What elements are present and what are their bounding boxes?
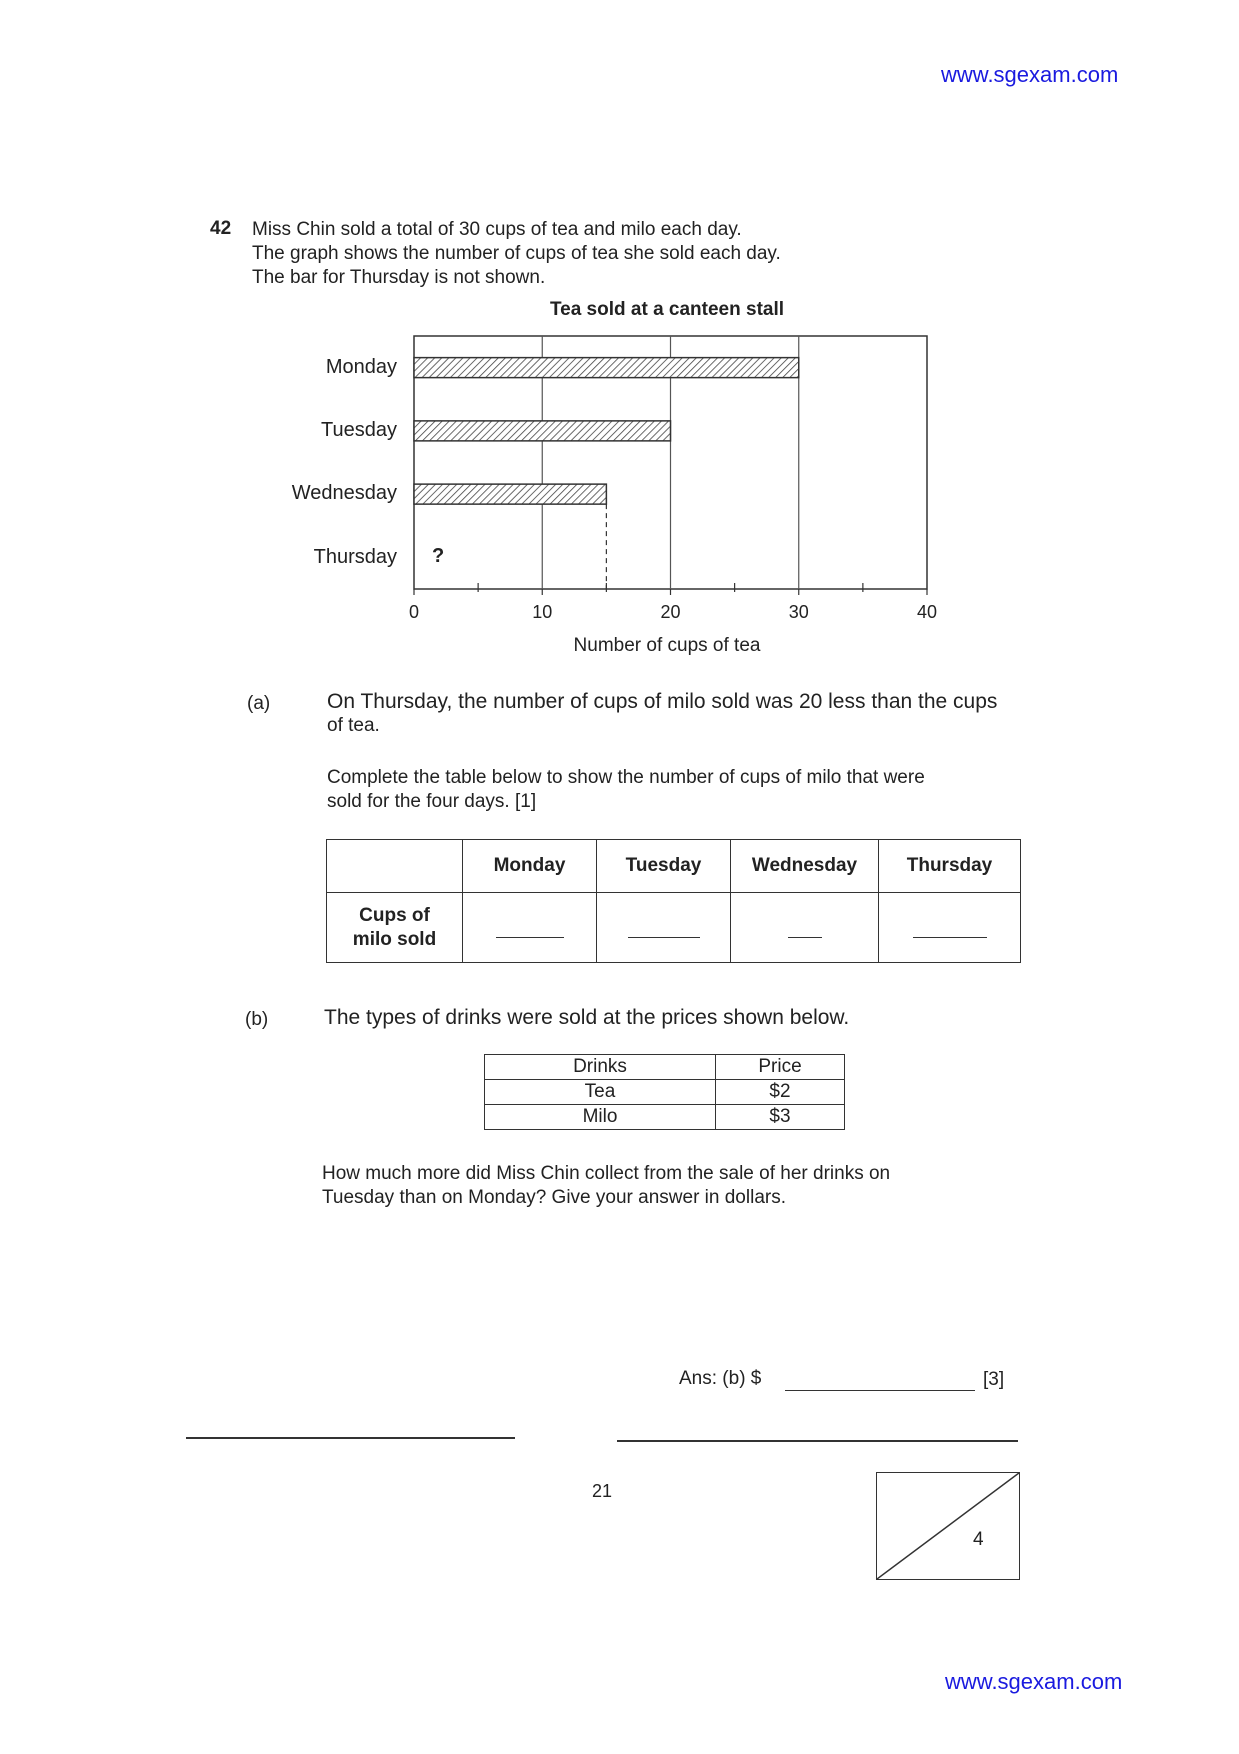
milo-header-tuesday: Tuesday [597,840,731,893]
milo-cell-monday[interactable] [463,893,597,963]
website-url-bottom: www.sgexam.com [945,1669,1123,1694]
milo-cell-thursday[interactable] [879,893,1021,963]
question-line-3: The bar for Thursday is not shown. [252,267,546,288]
milo-header-wednesday: Wednesday [731,840,879,893]
day-label-tuesday: Tuesday [321,419,397,441]
bar-wednesday [414,484,606,504]
milo-row-label-line-1: Cups of [359,904,430,926]
thursday-unknown-marker: ? [432,545,445,567]
chart-bars [414,358,799,589]
milo-header-monday: Monday [463,840,597,893]
milo-cell-tuesday[interactable] [597,893,731,963]
day-label-wednesday: Wednesday [291,482,397,504]
milo-row-label-line-2: milo sold [352,928,437,950]
answer-blank-monday[interactable] [496,937,564,938]
price-value-milo: $3 [716,1105,845,1130]
chart-title: Tea sold at a canteen stall [549,299,785,320]
day-label-monday: Monday [325,356,397,378]
price-header-drinks: Drinks [485,1055,716,1080]
answer-label: Ans: (b) $ [679,1368,762,1389]
score-box [876,1472,1020,1580]
part-a-instruction-line-1: Complete the table below to show the number of cups of milo that were [327,767,925,788]
price-header-price: Price [716,1055,845,1080]
question-line-2: The graph shows the number of cups of tea she sold each day. [252,243,781,264]
answer-blank-wednesday[interactable] [788,937,822,938]
x-tick-label-10: 10 [532,602,553,622]
answer-blank-thursday[interactable] [913,937,987,938]
answer-marks: [3] [983,1369,1005,1390]
part-a-instruction [327,766,925,814]
price-row-milo [485,1105,845,1130]
price-value-tea: $2 [716,1080,845,1105]
part-b-label: (b) [245,1009,269,1030]
day-label-thursday: Thursday [313,546,397,568]
part-a-label: (a) [247,693,271,714]
price-table [484,1054,845,1130]
x-tick-label-20: 20 [660,602,681,622]
part-a-instruction-line-2: sold for the four days. [1] [327,791,537,812]
question-number: 42 [210,218,232,239]
footer-rule-left [186,1437,515,1439]
milo-table-header-row [327,840,1021,893]
price-drink-tea: Tea [485,1080,716,1105]
milo-row-label [327,893,463,963]
milo-table [326,839,1021,963]
part-a-line-1: On Thursday, the number of cups of milo sold was 20 less than the cups [327,690,998,713]
part-a-text [327,690,997,738]
website-url-top: www.sgexam.com [941,62,1119,87]
part-b-text: The types of drinks were sold at the prices shown below. [324,1006,850,1029]
part-a-line-2: of tea. [327,715,380,736]
milo-header-thursday: Thursday [879,840,1021,893]
milo-table-row [327,893,1021,963]
x-tick-label-0: 0 [408,602,419,622]
price-table-header [485,1055,845,1080]
part-b-question-line-1: How much more did Miss Chin collect from the sale of her drinks on [322,1163,891,1184]
milo-cell-wednesday[interactable] [731,893,879,963]
bar-monday [414,358,799,378]
x-axis-label: Number of cups of tea [573,635,761,656]
milo-table-corner-cell [327,840,463,893]
x-tick-label-30: 30 [788,602,809,622]
score-box-value: 4 [973,1529,984,1550]
price-row-tea [485,1080,845,1105]
answer-blank-tuesday[interactable] [628,937,700,938]
x-tick-label-40: 40 [916,602,938,622]
question-line-1: Miss Chin sold a total of 30 cups of tea and milo each day. [252,219,742,240]
page-number: 21 [592,1481,613,1501]
bar-tuesday [414,421,671,441]
footer-rule-right [617,1440,1018,1442]
price-drink-milo: Milo [485,1105,716,1130]
answer-input-line[interactable] [785,1390,975,1391]
part-b-question-line-2: Tuesday than on Monday? Give your answer in dollars. [322,1187,786,1208]
bar-chart [0,0,1239,700]
part-b-question [322,1162,890,1210]
score-box-diagonal [877,1473,1019,1579]
